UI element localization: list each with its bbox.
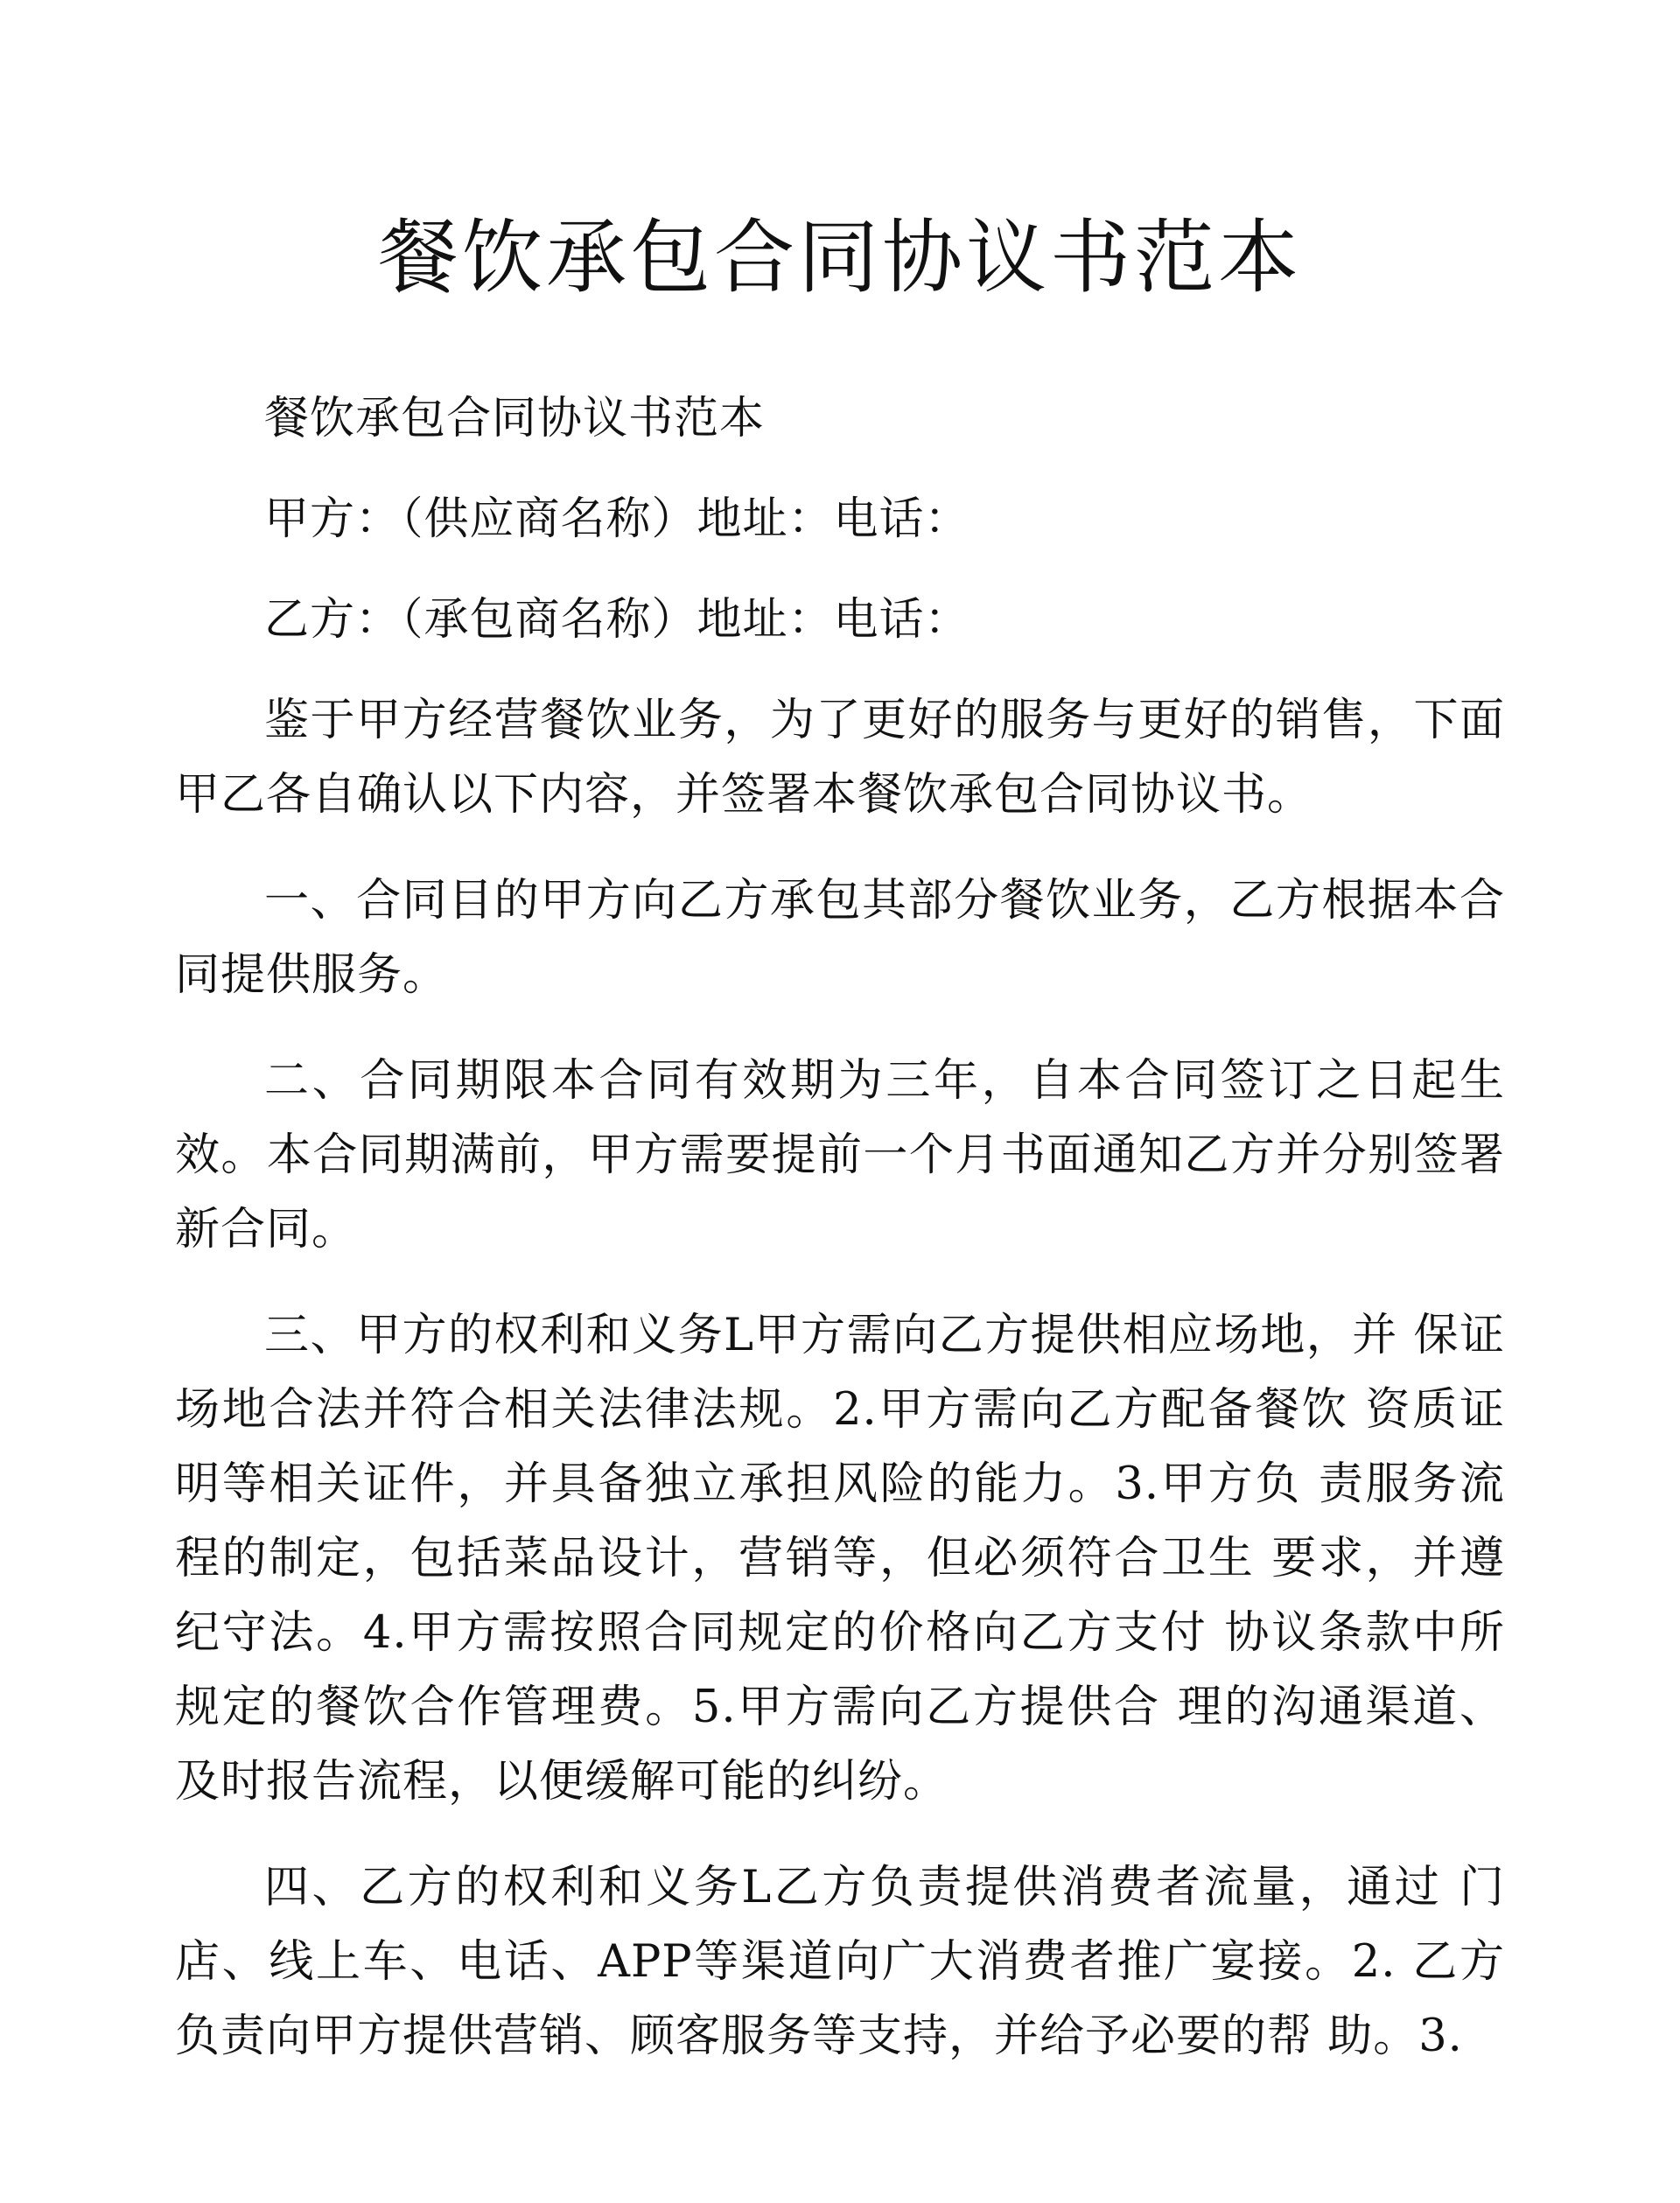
clause-3-paragraph: 三、甲方的权利和义务L甲方需向乙方提供相应场地，并 保证场地合法并符合相关法律法规。2.甲方需向乙方配备餐饮 资质证明等相关证件，并具备独立承担风险的能力。3.甲方负 责服务流程的制定，包括菜品设计，营销等，但必须符合卫生 要求，并遵纪守法。4.甲方需按照合同规定的价格向乙方支付 协议条款中所规定的餐饮合作管理费。5.甲方需向乙方提供合 理的沟通渠道、及时报告流程，以便缓解可能的纠纷。 <box>175 1310 1505 1808</box>
clause-2-paragraph: 二、合同期限本合同有效期为三年，自本合同签订之日起生效。本合同期满前，甲方需要提前一个月书面通知乙方并分别签署新合同。 <box>175 1055 1505 1256</box>
party-a-line: 甲方：（供应商名称）地址：电话： <box>264 493 970 546</box>
subtitle-paragraph: 餐饮承包合同协议书范本 <box>264 393 766 445</box>
clause-4-paragraph: 四、乙方的权利和义务L乙方负责提供消费者流量，通过 门店、线上车、电话、APP等渠道向广大消费者推广宴接。2. 乙方负责向甲方提供营销、顾客服务等支持，并给予必要的帮 助。3. <box>175 1862 1505 2063</box>
party-b-line: 乙方：（承包商名称）地址：电话： <box>264 594 970 647</box>
preamble-paragraph: 鉴于甲方经营餐饮业务，为了更好的服务与更好的销售，下面甲乙各自确认以下内容，并签署本餐饮承包合同协议书。 <box>175 695 1505 822</box>
document-title: 餐饮承包合同协议书范本 <box>377 211 1302 304</box>
clause-1-paragraph: 一、合同目的甲方向乙方承包其部分餐饮业务，乙方根据本合同提供服务。 <box>175 875 1505 1002</box>
